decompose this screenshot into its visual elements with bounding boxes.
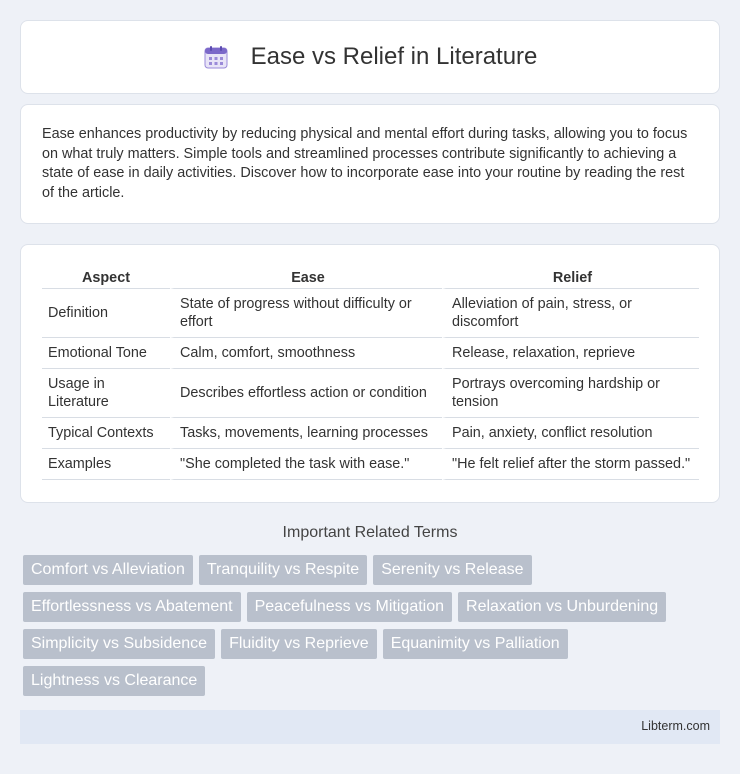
table-cell: Release, relaxation, reprieve	[442, 338, 699, 369]
table-cell: Definition	[42, 289, 170, 338]
footer	[20, 710, 720, 744]
table-cell: Typical Contexts	[42, 418, 170, 449]
table-cell: "She completed the task with ease."	[170, 449, 442, 480]
table-cell: Calm, comfort, smoothness	[170, 338, 442, 369]
related-term-tag[interactable]: Relaxation vs Unburdening	[458, 592, 666, 622]
column-header-relief: Relief	[442, 265, 699, 289]
table-row	[42, 369, 699, 418]
related-terms-list	[23, 555, 723, 696]
related-term-tag[interactable]: Equanimity vs Palliation	[383, 629, 568, 659]
related-term-tag[interactable]: Fluidity vs Reprieve	[221, 629, 377, 659]
related-term-tag[interactable]: Serenity vs Release	[373, 555, 531, 585]
comparison-card	[20, 244, 720, 503]
table-row	[42, 289, 699, 338]
intro-paragraph: Ease enhances productivity by reducing physical and mental effort during tasks, allowing you to focus on what truly matters. Simple tools and streamlined processes contribute significantly to achieving a state of ease in daily activities. Discover how to incorporate ease into your routine by reading the rest of the article.	[42, 126, 688, 201]
calendar-icon	[203, 44, 229, 70]
table-cell: Portrays overcoming hardship or tension	[442, 369, 699, 418]
column-header-aspect: Aspect	[42, 265, 170, 289]
footer-site-link[interactable]: Libterm.com	[641, 719, 710, 733]
table-cell: Tasks, movements, learning processes	[170, 418, 442, 449]
table-cell: Alleviation of pain, stress, or discomfort	[442, 289, 699, 338]
related-term-tag[interactable]: Comfort vs Alleviation	[23, 555, 193, 585]
related-terms-heading: Important Related Terms	[282, 524, 458, 541]
table-row	[42, 338, 699, 369]
table-row	[42, 418, 699, 449]
related-term-tag[interactable]: Lightness vs Clearance	[23, 666, 205, 696]
table-header-row	[42, 265, 699, 289]
table-cell: "He felt relief after the storm passed."	[442, 449, 699, 480]
related-term-tag[interactable]: Tranquility vs Respite	[199, 555, 367, 585]
related-term-tag[interactable]: Effortlessness vs Abatement	[23, 592, 241, 622]
table-cell: Pain, anxiety, conflict resolution	[442, 418, 699, 449]
table-cell: Describes effortless action or condition	[170, 369, 442, 418]
table-cell: Emotional Tone	[42, 338, 170, 369]
table-cell: State of progress without difficulty or effort	[170, 289, 442, 338]
table-cell: Usage in Literature	[42, 369, 170, 418]
table-cell: Examples	[42, 449, 170, 480]
related-term-tag[interactable]: Simplicity vs Subsidence	[23, 629, 215, 659]
page-title: Ease vs Relief in Literature	[250, 43, 538, 70]
column-header-ease: Ease	[170, 265, 442, 289]
table-row	[42, 449, 699, 480]
intro-card	[20, 104, 720, 224]
comparison-table	[42, 265, 699, 480]
related-term-tag[interactable]: Peacefulness vs Mitigation	[247, 592, 452, 622]
header-card	[20, 20, 720, 94]
